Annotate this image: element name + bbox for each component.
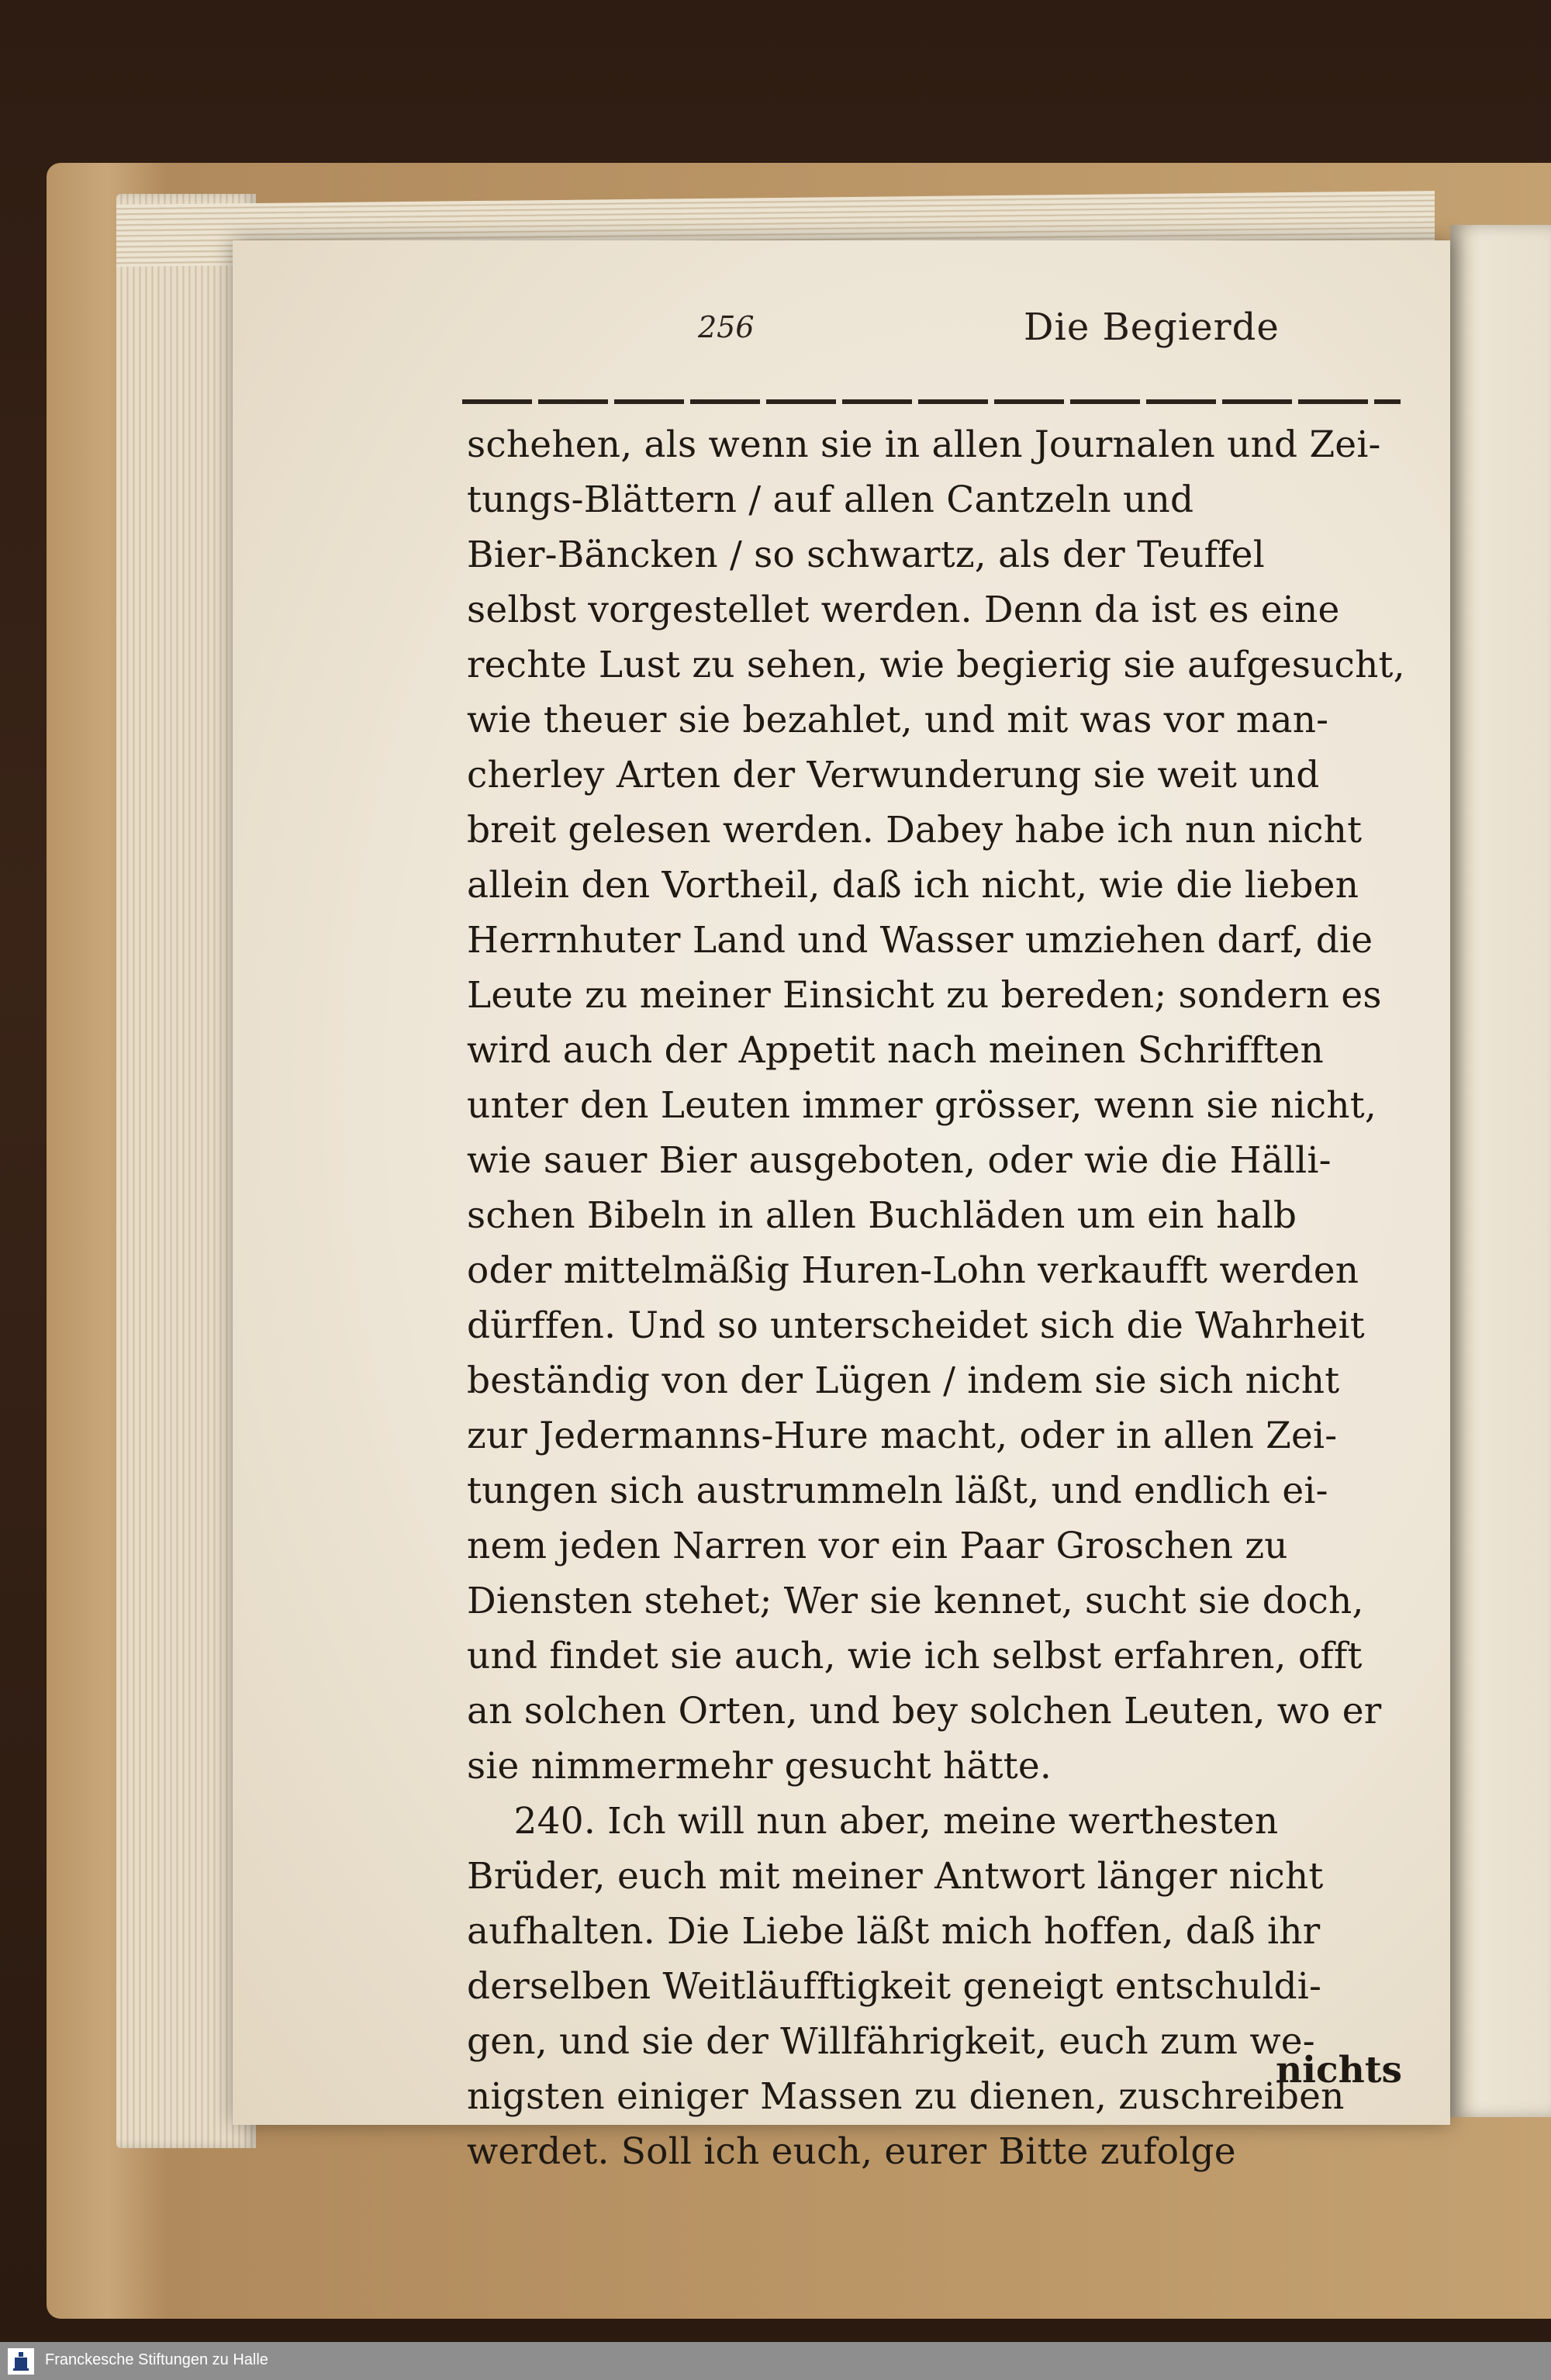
text-line: schen Bibeln in allen Buchläden um ein halb	[467, 1194, 1297, 1237]
text-line: nigsten einiger Massen zu dienen, zuschreiben	[467, 2075, 1345, 2118]
text-line: wird auch der Appetit nach meinen Schrifften	[467, 1029, 1324, 1072]
text-line: beständig von der Lügen / indem sie sich nicht	[467, 1359, 1340, 1402]
text-line: selbst vorgestellet werden. Denn da ist es eine	[467, 589, 1340, 631]
footer-credit: Franckesche Stiftungen zu Halle	[45, 2351, 268, 2368]
text-line: Brüder, euch mit meiner Antwort länger nicht	[467, 1855, 1324, 1898]
text-line: dürffen. Und so unterscheidet sich die Wahrheit	[467, 1304, 1365, 1347]
text-line: tungen sich austrummeln läßt, und endlich ei-	[467, 1470, 1328, 1512]
footer-bar	[0, 2342, 1551, 2380]
text-line: wie sauer Bier ausgeboten, oder wie die Hälli-	[467, 1139, 1332, 1182]
text-line: schehen, als wenn sie in allen Journalen und Zei-	[467, 423, 1381, 466]
text-line: und findet sie auch, wie ich selbst erfahren, offt	[467, 1635, 1363, 1677]
text-line: wie theuer sie bezahlet, und mit was vor man-	[467, 699, 1329, 741]
text-line: nem jeden Narren vor ein Paar Groschen zu	[467, 1525, 1288, 1567]
text-line: rechte Lust zu sehen, wie begierig sie aufgesucht,	[467, 644, 1405, 686]
header-rule	[462, 399, 1401, 404]
body-text	[467, 417, 1405, 2179]
facing-page	[1450, 225, 1551, 2117]
running-title: Die Begierde	[1024, 306, 1280, 349]
text-line: unter den Leuten immer grösser, wenn sie nicht,	[467, 1084, 1377, 1127]
text-line: allein den Vortheil, daß ich nicht, wie die lieben	[467, 864, 1359, 907]
text-line: Herrnhuter Land und Wasser umziehen darf, die	[467, 919, 1373, 962]
text-line: Diensten stehet; Wer sie kennet, sucht sie doch,	[467, 1580, 1364, 1622]
text-line: cherley Arten der Verwunderung sie weit und	[467, 754, 1320, 796]
institution-logo-icon	[8, 2348, 34, 2375]
text-line: derselben Weitläufftigkeit geneigt entschuldi-	[467, 1965, 1322, 2008]
book-page	[233, 240, 1450, 2173]
text-line: werdet. Soll ich euch, eurer Bitte zufolge	[467, 2130, 1236, 2173]
text-line: breit gelesen werden. Dabey habe ich nun nicht	[467, 809, 1363, 851]
text-line: zur Jedermanns-Hure macht, oder in allen Zei-	[467, 1415, 1338, 1457]
paragraph-start-line: 240. Ich will nun aber, meine werthesten	[467, 1800, 1279, 1843]
text-line: Bier-Bäncken / so schwartz, als der Teuffel	[467, 534, 1265, 576]
text-line: oder mittelmäßig Huren-Lohn verkaufft werden	[467, 1249, 1359, 1292]
text-line: gen, und sie der Willfährigkeit, euch zum we-	[467, 2020, 1315, 2063]
text-line: sie nimmermehr gesucht hätte.	[467, 1745, 1052, 1788]
text-line: aufhalten. Die Liebe läßt mich hoffen, daß ihr	[467, 1910, 1321, 1953]
running-head	[698, 306, 1318, 357]
text-line: an solchen Orten, und bey solchen Leuten, wo er	[467, 1690, 1382, 1732]
page-number: 256	[698, 310, 755, 344]
catchword: nichts	[1276, 2049, 1402, 2092]
text-line: Leute zu meiner Einsicht zu bereden; sondern es	[467, 974, 1382, 1017]
text-line: tungs-Blättern / auf allen Cantzeln und	[467, 478, 1194, 521]
